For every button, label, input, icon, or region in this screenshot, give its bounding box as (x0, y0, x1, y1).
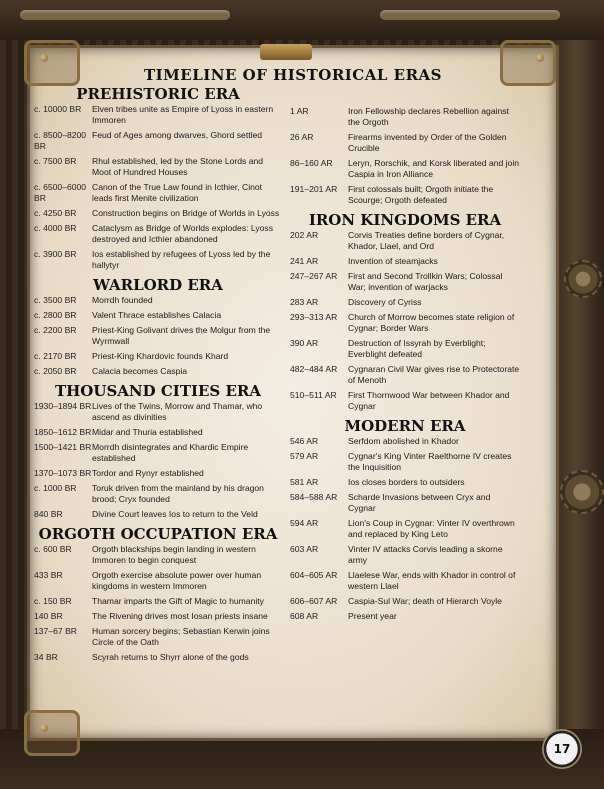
entry-date: c. 2050 BR (34, 366, 77, 376)
timeline-entry (34, 652, 282, 663)
entry-description: Ios established by refugees of Lyoss led by the hallytyr (92, 249, 271, 270)
rivet-icon (40, 724, 48, 732)
entry-description: First colossals built; Orgoth initiate the Scourge; Orgoth defeated (348, 184, 494, 205)
entry-description: Morrdh disintegrates and Khardic Empire established (92, 442, 249, 463)
entry-description: Destruction of Issyrah by Everblight; Everblight defeated (348, 338, 486, 359)
timeline-entry (290, 158, 520, 180)
right-column (290, 106, 520, 626)
era-heading: THOUSAND CITIES ERA (54, 382, 262, 400)
timeline-entry (34, 351, 282, 362)
timeline-entry (34, 596, 282, 607)
entry-date: 594 AR (290, 518, 319, 528)
timeline-entry (34, 570, 282, 592)
timeline-entry (34, 468, 282, 479)
era-heading: ORGOTH OCCUPATION ERA (38, 525, 278, 543)
entry-description: Construction begins on Bridge of Worlds in Lyoss (92, 208, 280, 218)
entry-description: Scyrah returns to Shyrr alone of the gods (92, 652, 249, 662)
entry-date: 603 AR (290, 544, 319, 554)
entry-date: c. 2200 BR (34, 325, 77, 335)
timeline-entry (290, 312, 520, 334)
entry-description: Lives of the Twins, Morrow and Thamar, who ascend as divinities (92, 401, 263, 422)
timeline-entry (34, 427, 282, 438)
entry-description: Morrdh founded (92, 295, 153, 305)
entry-date: c. 3900 BR (34, 249, 77, 259)
timeline-entry (290, 106, 520, 128)
entry-date: 26 AR (290, 132, 314, 142)
page-number: 17 (553, 742, 571, 756)
entry-description: Present year (348, 611, 397, 621)
rivet-icon (536, 54, 544, 62)
entry-description: First and Second Trollkin Wars; Colossal War; invention of warjacks (348, 271, 503, 292)
entry-description: Priest-King Golivant drives the Molgur from the Wyrmwall (92, 325, 271, 346)
page-number-gear (542, 729, 582, 769)
entry-date: 608 AR (290, 611, 319, 621)
entry-description: Canon of the True Law found in Icthier, Cinot leads first Menite civilization (92, 182, 263, 203)
entry-date: c. 4250 BR (34, 208, 77, 218)
timeline-entry (34, 295, 282, 306)
rivet-icon (40, 54, 48, 62)
entry-description: Ios closes borders to outsiders (348, 477, 465, 487)
entry-date: 140 BR (34, 611, 63, 621)
entry-description: Tordor and Rynyr established (92, 468, 204, 478)
timeline-entry (34, 442, 282, 464)
timeline-entry (290, 611, 520, 622)
entry-description: Invention of steamjacks (348, 256, 438, 266)
entry-date: c. 2800 BR (34, 310, 77, 320)
era-heading: IRON KINGDOMS ERA (308, 211, 502, 229)
entry-date: c. 150 BR (34, 596, 72, 606)
left-column (34, 84, 282, 667)
entry-date: 1850–1612 BR (34, 427, 92, 437)
entry-description: Caspia-Sul War; death of Hierarch Voyle (348, 596, 502, 606)
entry-date: 191–201 AR (290, 184, 338, 194)
entry-date: c. 2170 BR (34, 351, 77, 361)
timeline-entry (34, 130, 282, 152)
entry-description: Rhul established, led by the Stone Lords and Moot of Hundred Houses (92, 156, 264, 177)
timeline-entry (34, 483, 282, 505)
entry-description: Discovery of Cyriss (348, 297, 422, 307)
era-heading: MODERN ERA (344, 417, 466, 435)
timeline-entry (34, 509, 282, 520)
timeline-entry (34, 310, 282, 321)
timeline-entry (34, 104, 282, 126)
entry-date: 840 BR (34, 509, 63, 519)
timeline-entry (290, 596, 520, 607)
era-heading: WARLORD ERA (93, 276, 223, 294)
entry-date: 1500–1421 BR (34, 442, 92, 452)
entry-date: 606–607 AR (290, 596, 338, 606)
entry-date: 247–267 AR (290, 271, 338, 281)
timeline-entry (290, 436, 520, 447)
timeline-entry (290, 297, 520, 308)
entry-date: 390 AR (290, 338, 319, 348)
timeline-entry (290, 518, 520, 540)
entry-date: 546 AR (290, 436, 319, 446)
timeline-entry (34, 401, 282, 423)
entry-date: c. 7500 BR (34, 156, 77, 166)
entry-description: Cataclysm as Bridge of Worlds explodes: Lyoss destroyed and Icthier abandoned (92, 223, 274, 244)
entry-date: c. 10000 BR (34, 104, 82, 114)
timeline-entry (290, 338, 520, 360)
entry-description: Midar and Thuria established (92, 427, 203, 437)
timeline-entry (34, 611, 282, 622)
timeline-entry (290, 256, 520, 267)
entry-description: Lion's Coup in Cygnar: Vinter IV overthrown and replaced by King Leto (348, 518, 515, 539)
entry-description: Priest-King Khardovic founds Khard (92, 351, 229, 361)
entry-description: Serfdom abolished in Khador (348, 436, 459, 446)
page-title: TIMELINE OF HISTORICAL ERAS (143, 66, 443, 84)
entry-description: Firearms invented by Order of the Golden Crucible (348, 132, 507, 153)
entry-date: 202 AR (290, 230, 319, 240)
entry-description: First Thornwood War between Khador and Cygnar (348, 390, 510, 411)
frame-top-pipes (0, 0, 604, 40)
entry-date: 579 AR (290, 451, 319, 461)
entry-description: Leryn, Rorschik, and Korsk liberated and join Caspia in Iron Alliance (348, 158, 520, 179)
entry-description: Church of Morrow becomes state religion of Cygnar; Border Wars (348, 312, 515, 333)
entry-date: c. 1000 BR (34, 483, 77, 493)
timeline-entry (290, 477, 520, 488)
timeline-entry (290, 230, 520, 252)
entry-date: 1930–1894 BR (34, 401, 92, 411)
entry-date: c. 600 BR (34, 544, 72, 554)
timeline-entry (34, 182, 282, 204)
entry-date: 433 BR (34, 570, 63, 580)
entry-date: 1 AR (290, 106, 309, 116)
entry-date: 1370–1073 BR (34, 468, 92, 478)
entry-description: Orgoth exercise absolute power over human kingdoms in western Immoren (92, 570, 262, 591)
entry-date: c. 8500–8200 BR (34, 130, 87, 151)
timeline-entry (34, 156, 282, 178)
entry-description: Feud of Ages among dwarves, Ghord settled (92, 130, 263, 140)
entry-description: Cygnar's King Vinter Raelthorne IV creates the Inquisition (348, 451, 512, 472)
right-gear-strip (556, 40, 604, 740)
bottom-left-bracket (24, 710, 80, 756)
entry-date: 34 BR (34, 652, 58, 662)
era-heading: PREHISTORIC ERA (76, 85, 240, 103)
timeline-entry (290, 570, 520, 592)
entry-description: Human sorcery begins; Sebastian Kerwin joins Circle of the Oath (92, 626, 270, 647)
entry-description: Thamar imparts the Gift of Magic to humanity (92, 596, 264, 606)
entry-date: 137–67 BR (34, 626, 78, 636)
timeline-entry (290, 364, 520, 386)
entry-description: Cygnaran Civil War gives rise to Protectorate of Menoth (348, 364, 520, 385)
entry-description: Scharde Invasions between Cryx and Cygnar (348, 492, 491, 513)
timeline-entry (290, 492, 520, 514)
entry-description: Orgoth blackships begin landing in western Immoren to begin conquest (92, 544, 256, 565)
entry-description: The Rivening drives most Iosan priests insane (92, 611, 268, 621)
timeline-entry (34, 223, 282, 245)
entry-date: 510–511 AR (290, 390, 337, 400)
entry-description: Vinter IV attacks Corvis leading a skorne army (348, 544, 503, 565)
timeline-entry (34, 544, 282, 566)
entry-description: Valent Thrace establishes Calacia (92, 310, 222, 320)
entry-date: 604–605 AR (290, 570, 338, 580)
timeline-entry (34, 325, 282, 347)
entry-date: 584–588 AR (290, 492, 338, 502)
timeline-entry (290, 390, 520, 412)
entry-date: c. 3500 BR (34, 295, 77, 305)
entry-date: 482–484 AR (290, 364, 338, 374)
timeline-entry (34, 626, 282, 648)
entry-description: Toruk driven from the mainland by his dragon brood; Cryx founded (92, 483, 264, 504)
entry-date: 283 AR (290, 297, 319, 307)
timeline-entry (34, 249, 282, 271)
timeline-entry (290, 184, 520, 206)
timeline-entry (34, 366, 282, 377)
entry-date: 241 AR (290, 256, 319, 266)
entry-description: Corvis Treaties define borders of Cygnar, Khador, Llael, and Ord (348, 230, 505, 251)
entry-description: Iron Fellowship declares Rebellion against the Orgoth (348, 106, 509, 127)
entry-date: c. 6500–6000 BR (34, 182, 87, 203)
frame-bottom (0, 729, 604, 789)
entry-date: 293–313 AR (290, 312, 338, 322)
entry-description: Elven tribes unite as Empire of Lyoss in eastern Immoren (92, 104, 274, 125)
entry-description: Calacia becomes Caspia (92, 366, 188, 376)
entry-description: Llaelese War, ends with Khador in control of western Llael (348, 570, 516, 591)
timeline-entry (34, 208, 282, 219)
timeline-entry (290, 132, 520, 154)
entry-date: 581 AR (290, 477, 319, 487)
timeline-entry (290, 271, 520, 293)
top-ornament-plate (260, 44, 312, 60)
entry-date: 86–160 AR (290, 158, 333, 168)
timeline-entry (290, 544, 520, 566)
timeline-entry (290, 451, 520, 473)
entry-description: Divine Court leaves Ios to return to the Veld (92, 509, 258, 519)
entry-date: c. 4000 BR (34, 223, 77, 233)
